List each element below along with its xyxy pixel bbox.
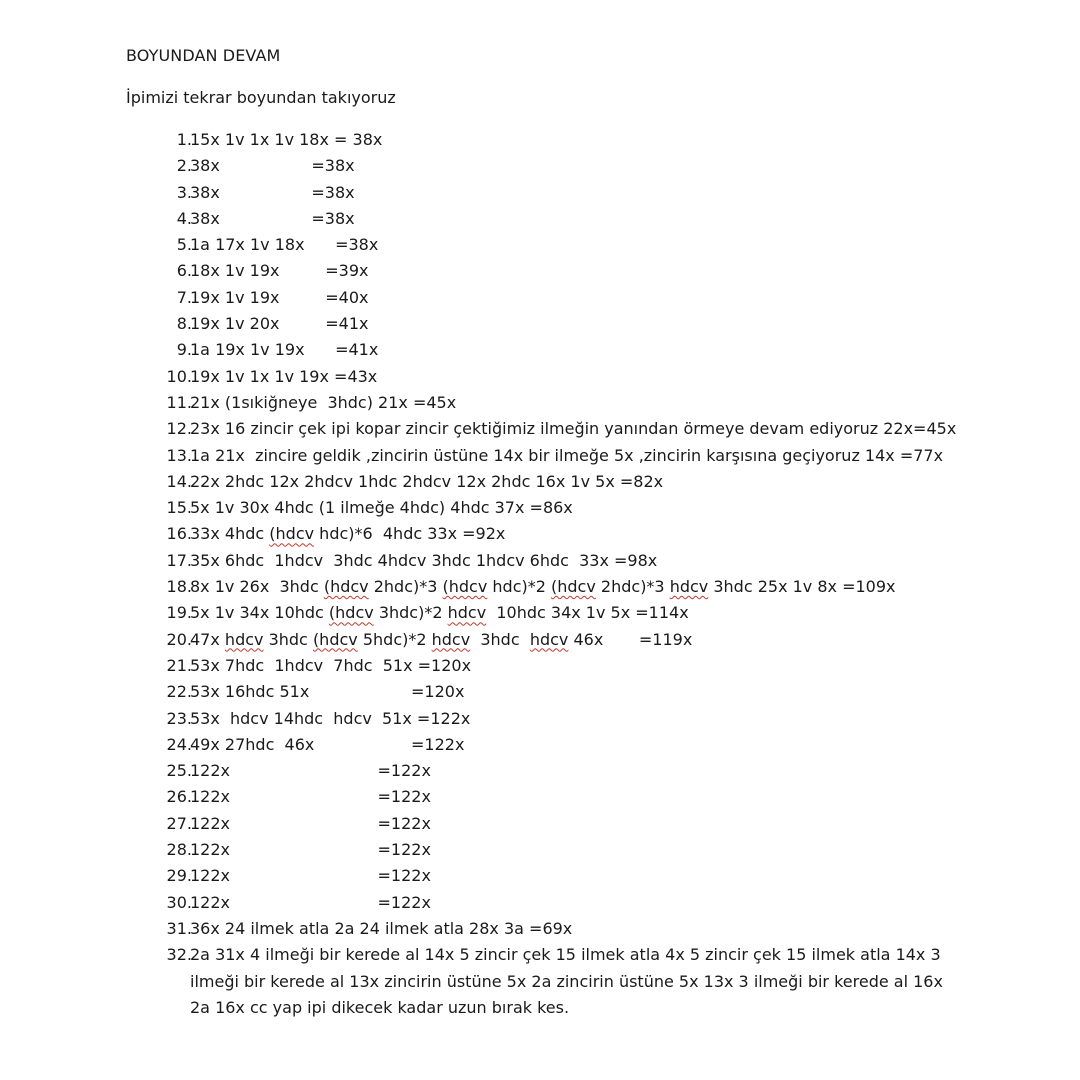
step-number: 12. (166, 419, 192, 439)
step-text: 5x 1v 30x 4hdc (1 ilmeğe 4hdc) 4hdc 37x =86x (190, 498, 573, 518)
step-item (150, 574, 950, 600)
step-item (150, 784, 950, 810)
step-number: 1. (176, 130, 192, 149)
step-text: 122x =122x (190, 840, 431, 860)
step-item (150, 706, 950, 732)
step-text: 1a 21x zincire geldik ,zincirin üstüne 14x bir ilmeğe 5x ,zincirin karşısına geçiyoruz 14x =77x (190, 445, 944, 465)
step-number: 18. (166, 577, 192, 597)
step-number: 27. (166, 813, 192, 833)
step-number: 10. (166, 366, 192, 386)
step-number: 15. (166, 498, 192, 518)
step-number: 19. (166, 603, 192, 623)
step-text: 122x =122x (190, 761, 431, 781)
step-text: 8x 1v 26x 3hdc (hdcv 2hdc)*3 (hdcv hdc)*2 (hdcv 2hdc)*3 hdcv 3hdc 25x 1v 8x =109x (190, 577, 896, 597)
step-number: 5. (176, 235, 192, 255)
step-text: 122x =122x (190, 813, 431, 833)
step-text: 53x 7hdc 1hdcv 7hdc 51x =120x (190, 655, 472, 675)
step-text: 38x =38x (190, 208, 355, 228)
step-item (150, 390, 950, 416)
step-item (150, 548, 950, 574)
step-item (150, 180, 950, 206)
step-list (150, 127, 957, 1021)
step-number: 16. (166, 524, 192, 544)
step-number: 20. (166, 629, 192, 649)
step-item (150, 600, 950, 626)
step-number: 21. (166, 655, 192, 675)
step-item (150, 758, 950, 784)
step-text: 47x hdcv 3hdc (hdcv 5hdc)*2 hdcv 3hdc hdcv 46x =119x (190, 629, 693, 649)
step-text: 122x =122x (190, 866, 431, 886)
step-text: 122x =122x (190, 787, 431, 807)
step-item (150, 364, 950, 390)
step-item (150, 811, 950, 837)
step-text: 35x 6hdc 1hdcv 3hdc 4hdcv 3hdc 1hdcv 6hdc 33x =98x (190, 550, 658, 570)
step-number: 14. (166, 471, 192, 491)
step-text: 1a 17x 1v 18x =38x (190, 235, 379, 255)
step-number: 9. (176, 340, 192, 360)
step-item (150, 942, 950, 1021)
step-number: 32. (166, 945, 192, 965)
step-item (150, 258, 950, 284)
step-number: 2. (176, 156, 192, 176)
step-text: 36x 24 ilmek atla 2a 24 ilmek atla 28x 3a =69x (190, 918, 573, 938)
step-text: 19x 1v 1x 1v 19x =43x (190, 366, 378, 386)
step-item (150, 679, 950, 705)
step-item (150, 153, 950, 179)
step-item (150, 627, 950, 653)
step-number: 6. (176, 261, 192, 281)
step-text: 19x 1v 20x =41x (190, 314, 369, 334)
step-number: 22. (166, 682, 192, 702)
step-text: 122x =122x (190, 892, 431, 912)
document-subtitle: İpimizi tekrar boyundan takıyoruz (126, 88, 396, 107)
step-text: 22x 2hdc 12x 2hdcv 1hdc 2hdcv 12x 2hdc 16x 1v 5x =82x (190, 471, 664, 491)
step-text: 38x =38x (190, 156, 355, 176)
document-title: BOYUNDAN DEVAM (126, 46, 281, 65)
step-text: 53x hdcv 14hdc hdcv 51x =122x (190, 708, 471, 728)
step-number: 29. (166, 866, 192, 886)
step-item (150, 732, 950, 758)
step-number: 7. (176, 287, 192, 307)
step-number: 25. (166, 761, 192, 781)
step-item (150, 127, 950, 153)
step-number: 17. (166, 550, 192, 570)
step-item (150, 469, 950, 495)
step-text: 19x 1v 19x =40x (190, 287, 369, 307)
step-item (150, 837, 950, 863)
step-number: 24. (166, 734, 192, 754)
step-item (150, 495, 950, 521)
step-item (150, 311, 950, 337)
step-number: 31. (166, 918, 192, 938)
step-item (150, 916, 950, 942)
step-text: 2a 31x 4 ilmeği bir kerede al 14x 5 zincir çek 15 ilmek atla 4x 5 zincir çek 15 ilmek atla 14x 3 ilmeği bir kerede al 13x zincirin üstüne 5x 2a zincirin üstüne 5x 13x 3 ilmeği bir kerede al 16x 2a 16x cc yap ipi dikecek kadar uzun bırak kes. (190, 945, 943, 1017)
step-item (150, 337, 950, 363)
step-number: 23. (166, 708, 192, 728)
step-text: 53x 16hdc 51x =120x (190, 682, 465, 702)
step-item (150, 206, 950, 232)
step-item (150, 443, 950, 469)
step-item (150, 285, 950, 311)
step-item (150, 521, 950, 547)
step-text: 5x 1v 34x 10hdc (hdcv 3hdc)*2 hdcv 10hdc 34x 1v 5x =114x (190, 603, 689, 623)
step-text: 21x (1sıkiğneye 3hdc) 21x =45x (190, 392, 457, 412)
step-text: 23x 16 zincir çek ipi kopar zincir çektiğimiz ilmeğin yanından örmeye devam ediyoruz 22x=45x (190, 419, 957, 439)
step-number: 28. (166, 840, 192, 860)
step-number: 13. (166, 445, 192, 465)
step-item (150, 232, 950, 258)
step-text: 49x 27hdc 46x =122x (190, 734, 465, 754)
step-item (150, 416, 957, 442)
step-text: 33x 4hdc (hdcv hdc)*6 4hdc 33x =92x (190, 524, 506, 544)
step-number: 3. (176, 182, 192, 202)
step-number: 26. (166, 787, 192, 807)
step-text: 18x 1v 19x =39x (190, 261, 369, 281)
step-text: 1a 19x 1v 19x =41x (190, 340, 379, 360)
step-number: 8. (176, 314, 192, 334)
step-number: 11. (166, 392, 192, 412)
step-text: 38x =38x (190, 182, 355, 202)
step-item (150, 653, 950, 679)
step-number: 4. (176, 208, 192, 228)
step-item (150, 890, 950, 916)
step-number: 30. (166, 892, 192, 912)
step-item (150, 863, 950, 889)
step-text: 15x 1v 1x 1v 18x = 38x (190, 130, 383, 149)
